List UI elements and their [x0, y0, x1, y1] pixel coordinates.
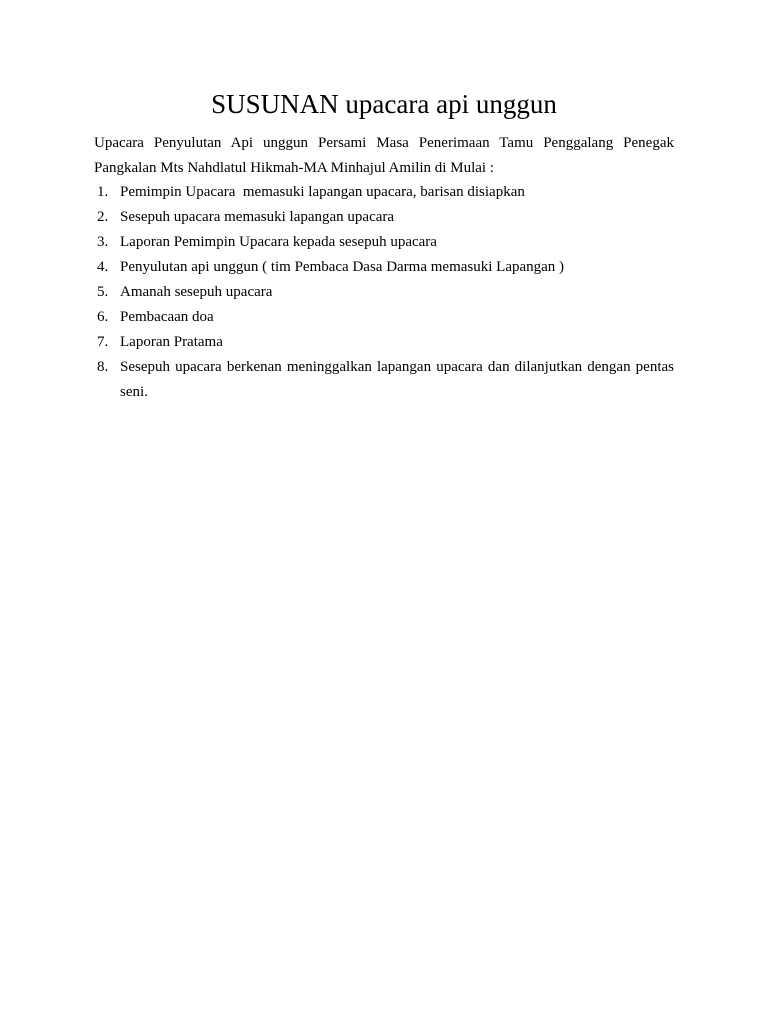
list-item: [94, 280, 674, 305]
list-item: [94, 255, 674, 280]
list-item-number: 1.: [97, 184, 109, 200]
steps-list: [94, 180, 674, 405]
list-item-text: Laporan Pemimpin Upacara kepada sesepuh upacara: [120, 234, 437, 250]
list-item: [94, 230, 674, 255]
list-item-text: Amanah sesepuh upacara: [120, 284, 273, 300]
list-item-number: 5.: [97, 284, 109, 300]
list-item-number: 4.: [97, 259, 109, 275]
list-item-text: Sesepuh upacara memasuki lapangan upacara: [120, 209, 395, 225]
list-item: [94, 205, 674, 230]
list-item-number: 7.: [97, 334, 109, 350]
list-item: [94, 180, 674, 205]
list-item-text: Sesepuh upacara berkenan meninggalkan lapangan upacara dan dilanjutkan dengan pentas seni.: [120, 359, 674, 400]
list-item: [94, 355, 674, 405]
list-item-number: 8.: [97, 359, 109, 375]
list-item: [94, 305, 674, 330]
list-item-text: Penyulutan api unggun ( tim Pembaca Dasa Darma memasuki Lapangan ): [120, 259, 565, 275]
list-item-number: 3.: [97, 234, 109, 250]
list-item-number: 2.: [97, 209, 109, 225]
list-item-text: Laporan Pratama: [120, 334, 223, 350]
list-item-text: Pemimpin Upacara memasuki lapangan upacara, barisan disiapkan: [120, 184, 525, 200]
list-item-number: 6.: [97, 309, 109, 325]
document-title: SUSUNAN upacara api unggun: [211, 89, 557, 119]
list-item-text: Pembacaan doa: [120, 309, 214, 325]
intro-paragraph: Upacara Penyulutan Api unggun Persami Masa Penerimaan Tamu Penggalang Penegak Pangkalan Mts Nahdlatul Hikmah-MA Minhajul Amilin di Mulai :: [94, 135, 674, 176]
list-item: [94, 330, 674, 355]
